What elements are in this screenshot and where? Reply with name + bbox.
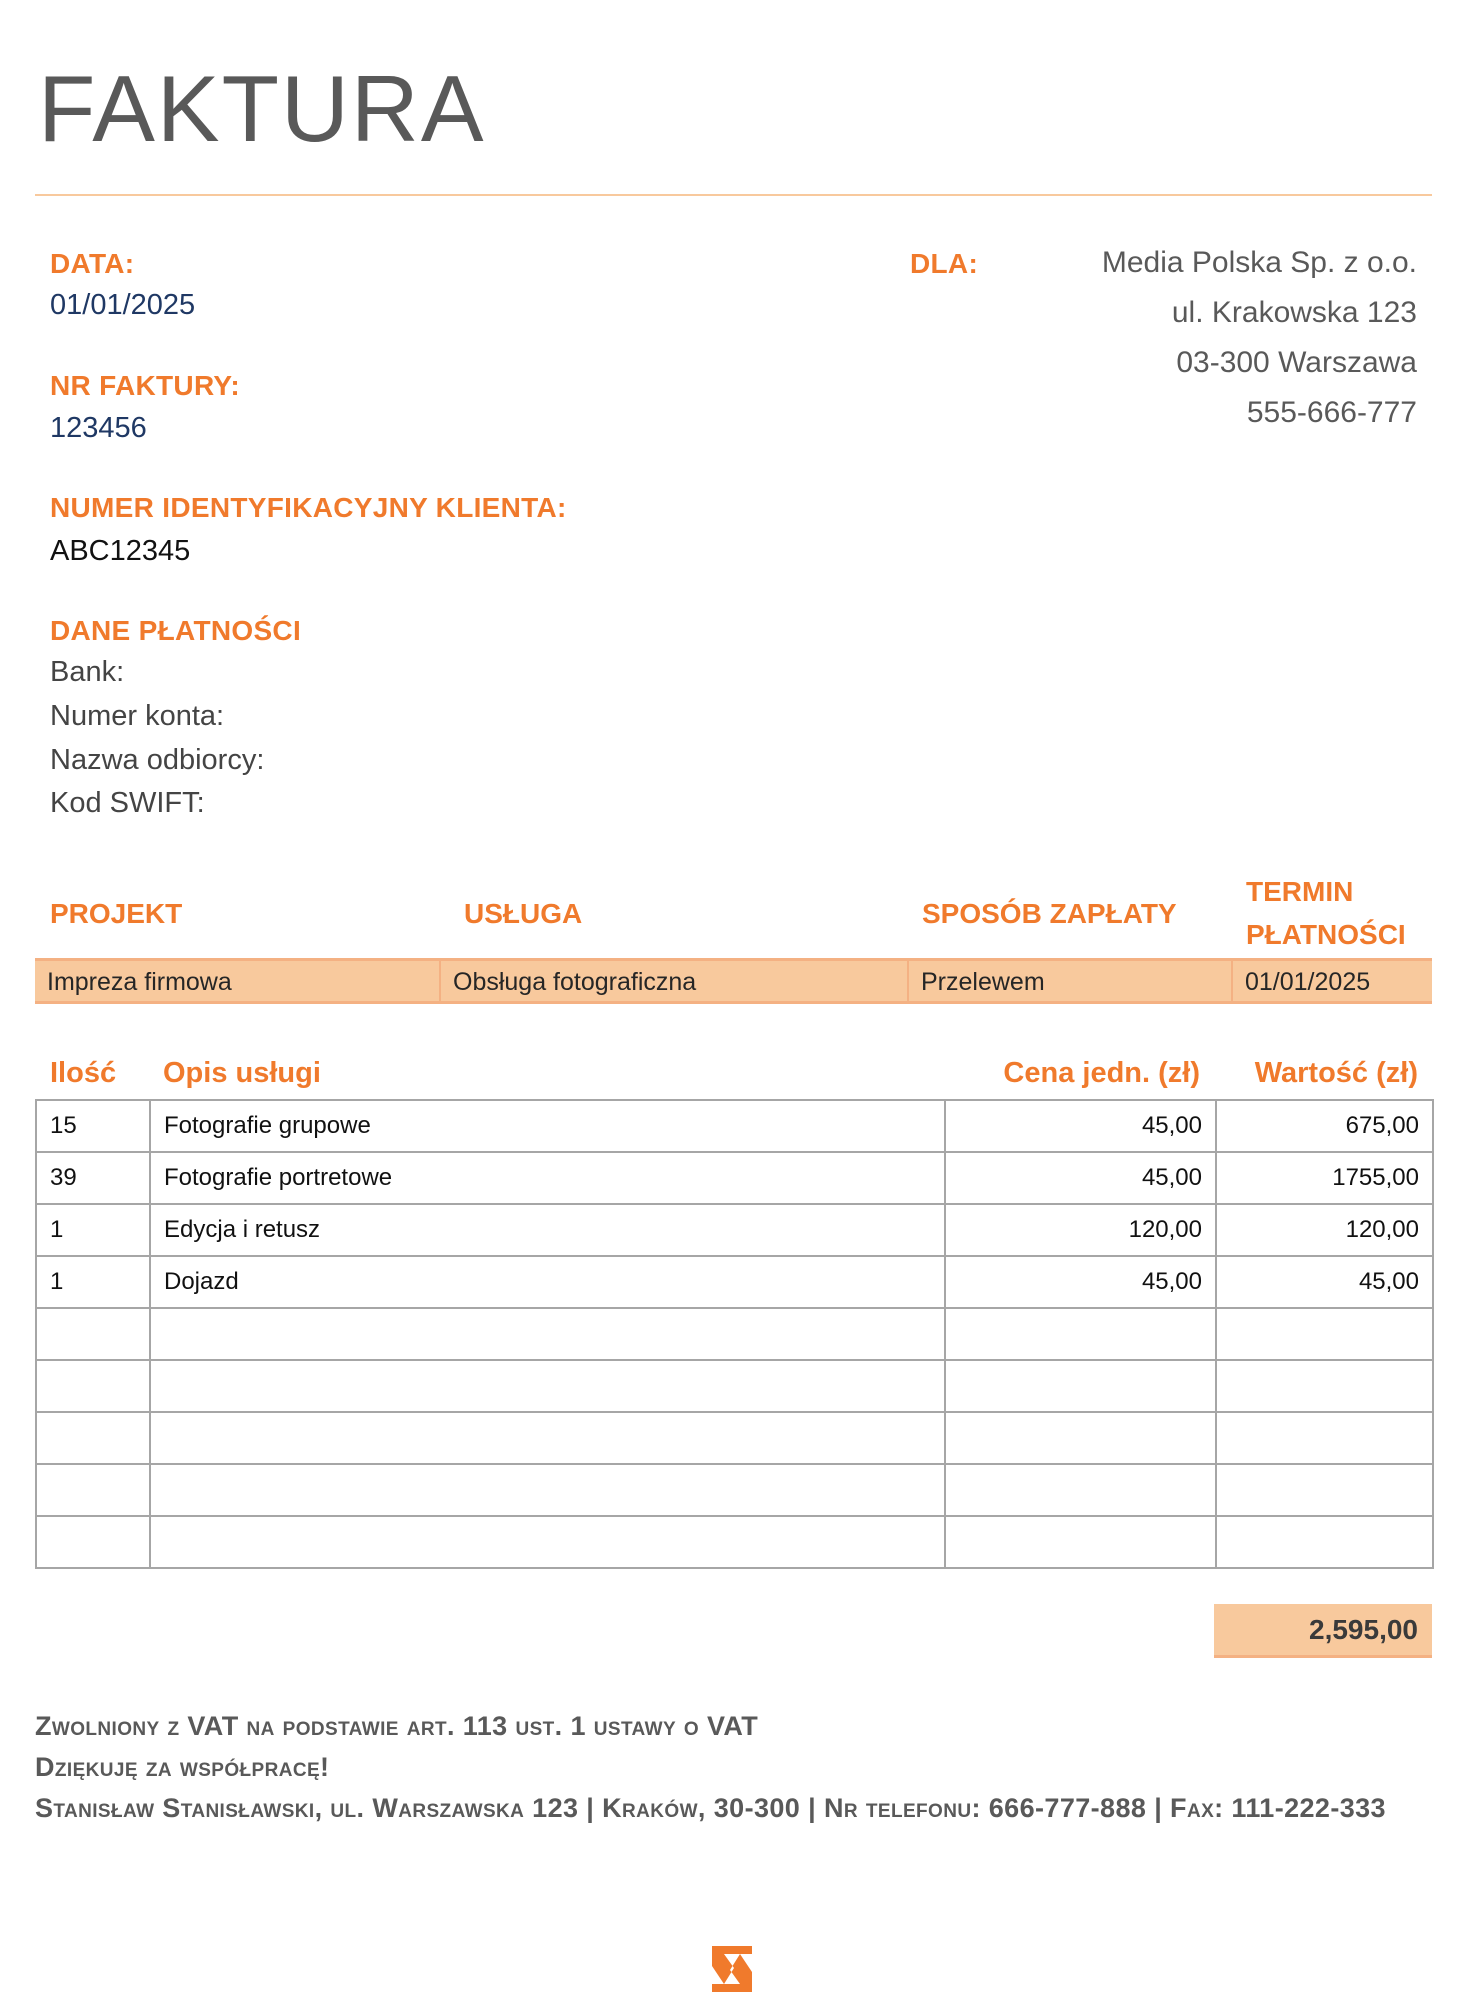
table-row bbox=[36, 1100, 1433, 1152]
unit-price-cell bbox=[945, 1360, 1216, 1412]
payment-term-header-line2: PŁATNOŚCI bbox=[1246, 919, 1406, 950]
amount-cell bbox=[1216, 1308, 1433, 1360]
description-cell: Fotografie portretowe bbox=[150, 1152, 945, 1204]
payment-term-header-line1: TERMIN bbox=[1246, 876, 1354, 907]
unit-price-cell bbox=[945, 1516, 1216, 1568]
hourglass-logo-icon bbox=[710, 1944, 754, 1994]
title-divider bbox=[35, 194, 1432, 196]
recipient-label: DLA: bbox=[910, 248, 979, 279]
description-cell bbox=[150, 1308, 945, 1360]
amount-cell bbox=[1216, 1360, 1433, 1412]
recipient-phone: 555-666-777 bbox=[1246, 396, 1417, 429]
description-cell bbox=[150, 1412, 945, 1464]
items-table bbox=[35, 1099, 1434, 1569]
table-row bbox=[36, 1412, 1433, 1464]
amount-cell bbox=[1216, 1516, 1433, 1568]
quantity-cell bbox=[36, 1412, 150, 1464]
total-amount: 2,595,00 bbox=[1214, 1604, 1432, 1658]
description-cell: Fotografie grupowe bbox=[150, 1100, 945, 1152]
unit-price-cell bbox=[945, 1308, 1216, 1360]
payment-details-label: DANE PŁATNOŚCI bbox=[50, 615, 302, 646]
project-header: PROJEKT bbox=[50, 898, 183, 929]
thank-you-note: Dziękuję za współpracę! bbox=[35, 1752, 330, 1782]
table-row bbox=[36, 1256, 1433, 1308]
payment-account-label: Numer konta: bbox=[50, 700, 225, 732]
unit-price-cell bbox=[945, 1464, 1216, 1516]
description-cell bbox=[150, 1360, 945, 1412]
amount-header: Wartość (zł) bbox=[1254, 1057, 1418, 1089]
date-label: DATA: bbox=[50, 248, 135, 279]
description-cell: Edycja i retusz bbox=[150, 1204, 945, 1256]
vat-exemption-note: Zwolniony z VAT na podstawie art. 113 ust. 1 ustawy o VAT bbox=[35, 1711, 759, 1741]
quantity-cell bbox=[36, 1360, 150, 1412]
recipient-company: Media Polska Sp. z o.o. bbox=[1101, 246, 1417, 279]
quantity-header: Ilość bbox=[50, 1057, 117, 1089]
table-row bbox=[36, 1152, 1433, 1204]
recipient-street: ul. Krakowska 123 bbox=[1171, 296, 1417, 329]
table-row bbox=[36, 1516, 1433, 1568]
service-cell: Obsługa fotograficzna bbox=[441, 961, 909, 1001]
amount-cell bbox=[1216, 1412, 1433, 1464]
quantity-cell: 39 bbox=[36, 1152, 150, 1204]
invoice-number-value: 123456 bbox=[50, 412, 147, 444]
unit-price-header: Cena jedn. (zł) bbox=[1003, 1057, 1200, 1089]
invoice-number-label: NR FAKTURY: bbox=[50, 370, 240, 401]
quantity-cell: 1 bbox=[36, 1204, 150, 1256]
quantity-cell: 1 bbox=[36, 1256, 150, 1308]
description-cell bbox=[150, 1464, 945, 1516]
payment-method-header: SPOSÓB ZAPŁATY bbox=[922, 898, 1177, 929]
unit-price-cell: 45,00 bbox=[945, 1256, 1216, 1308]
quantity-cell bbox=[36, 1464, 150, 1516]
description-header: Opis usługi bbox=[163, 1057, 321, 1089]
description-cell: Dojazd bbox=[150, 1256, 945, 1308]
unit-price-cell bbox=[945, 1412, 1216, 1464]
quantity-cell: 15 bbox=[36, 1100, 150, 1152]
date-value: 01/01/2025 bbox=[50, 289, 196, 321]
table-row bbox=[36, 1204, 1433, 1256]
payment-bank-label: Bank: bbox=[50, 656, 125, 688]
project-row bbox=[35, 958, 1432, 1004]
payment-swift-label: Kod SWIFT: bbox=[50, 787, 205, 819]
quantity-cell bbox=[36, 1516, 150, 1568]
client-id-label: NUMER IDENTYFIKACYJNY KLIENTA: bbox=[50, 492, 567, 523]
invoice-title: FAKTURA bbox=[38, 56, 486, 161]
amount-cell: 120,00 bbox=[1216, 1204, 1433, 1256]
table-row bbox=[36, 1464, 1433, 1516]
payment-term-cell: 01/01/2025 bbox=[1245, 968, 1371, 996]
payment-method-cell: Przelewem bbox=[909, 961, 1233, 1001]
items-table-body bbox=[36, 1100, 1433, 1568]
table-row bbox=[36, 1308, 1433, 1360]
amount-cell: 1755,00 bbox=[1216, 1152, 1433, 1204]
description-cell bbox=[150, 1516, 945, 1568]
unit-price-cell: 120,00 bbox=[945, 1204, 1216, 1256]
client-id-value: ABC12345 bbox=[50, 535, 191, 567]
seller-contact-line: Stanisław Stanisławski, ul. Warszawska 123 | Kraków, 30-300 | Nr telefonu: 666-777-888 | Fax: 111-222-333 bbox=[35, 1793, 1386, 1823]
amount-cell: 675,00 bbox=[1216, 1100, 1433, 1152]
table-row bbox=[36, 1360, 1433, 1412]
service-header: USŁUGA bbox=[464, 898, 583, 929]
recipient-city: 03-300 Warszawa bbox=[1176, 346, 1417, 379]
quantity-cell bbox=[36, 1308, 150, 1360]
payment-recipient-label: Nazwa odbiorcy: bbox=[50, 744, 265, 776]
amount-cell: 45,00 bbox=[1216, 1256, 1433, 1308]
project-cell: Impreza firmowa bbox=[35, 961, 441, 1001]
amount-cell bbox=[1216, 1464, 1433, 1516]
unit-price-cell: 45,00 bbox=[945, 1100, 1216, 1152]
unit-price-cell: 45,00 bbox=[945, 1152, 1216, 1204]
